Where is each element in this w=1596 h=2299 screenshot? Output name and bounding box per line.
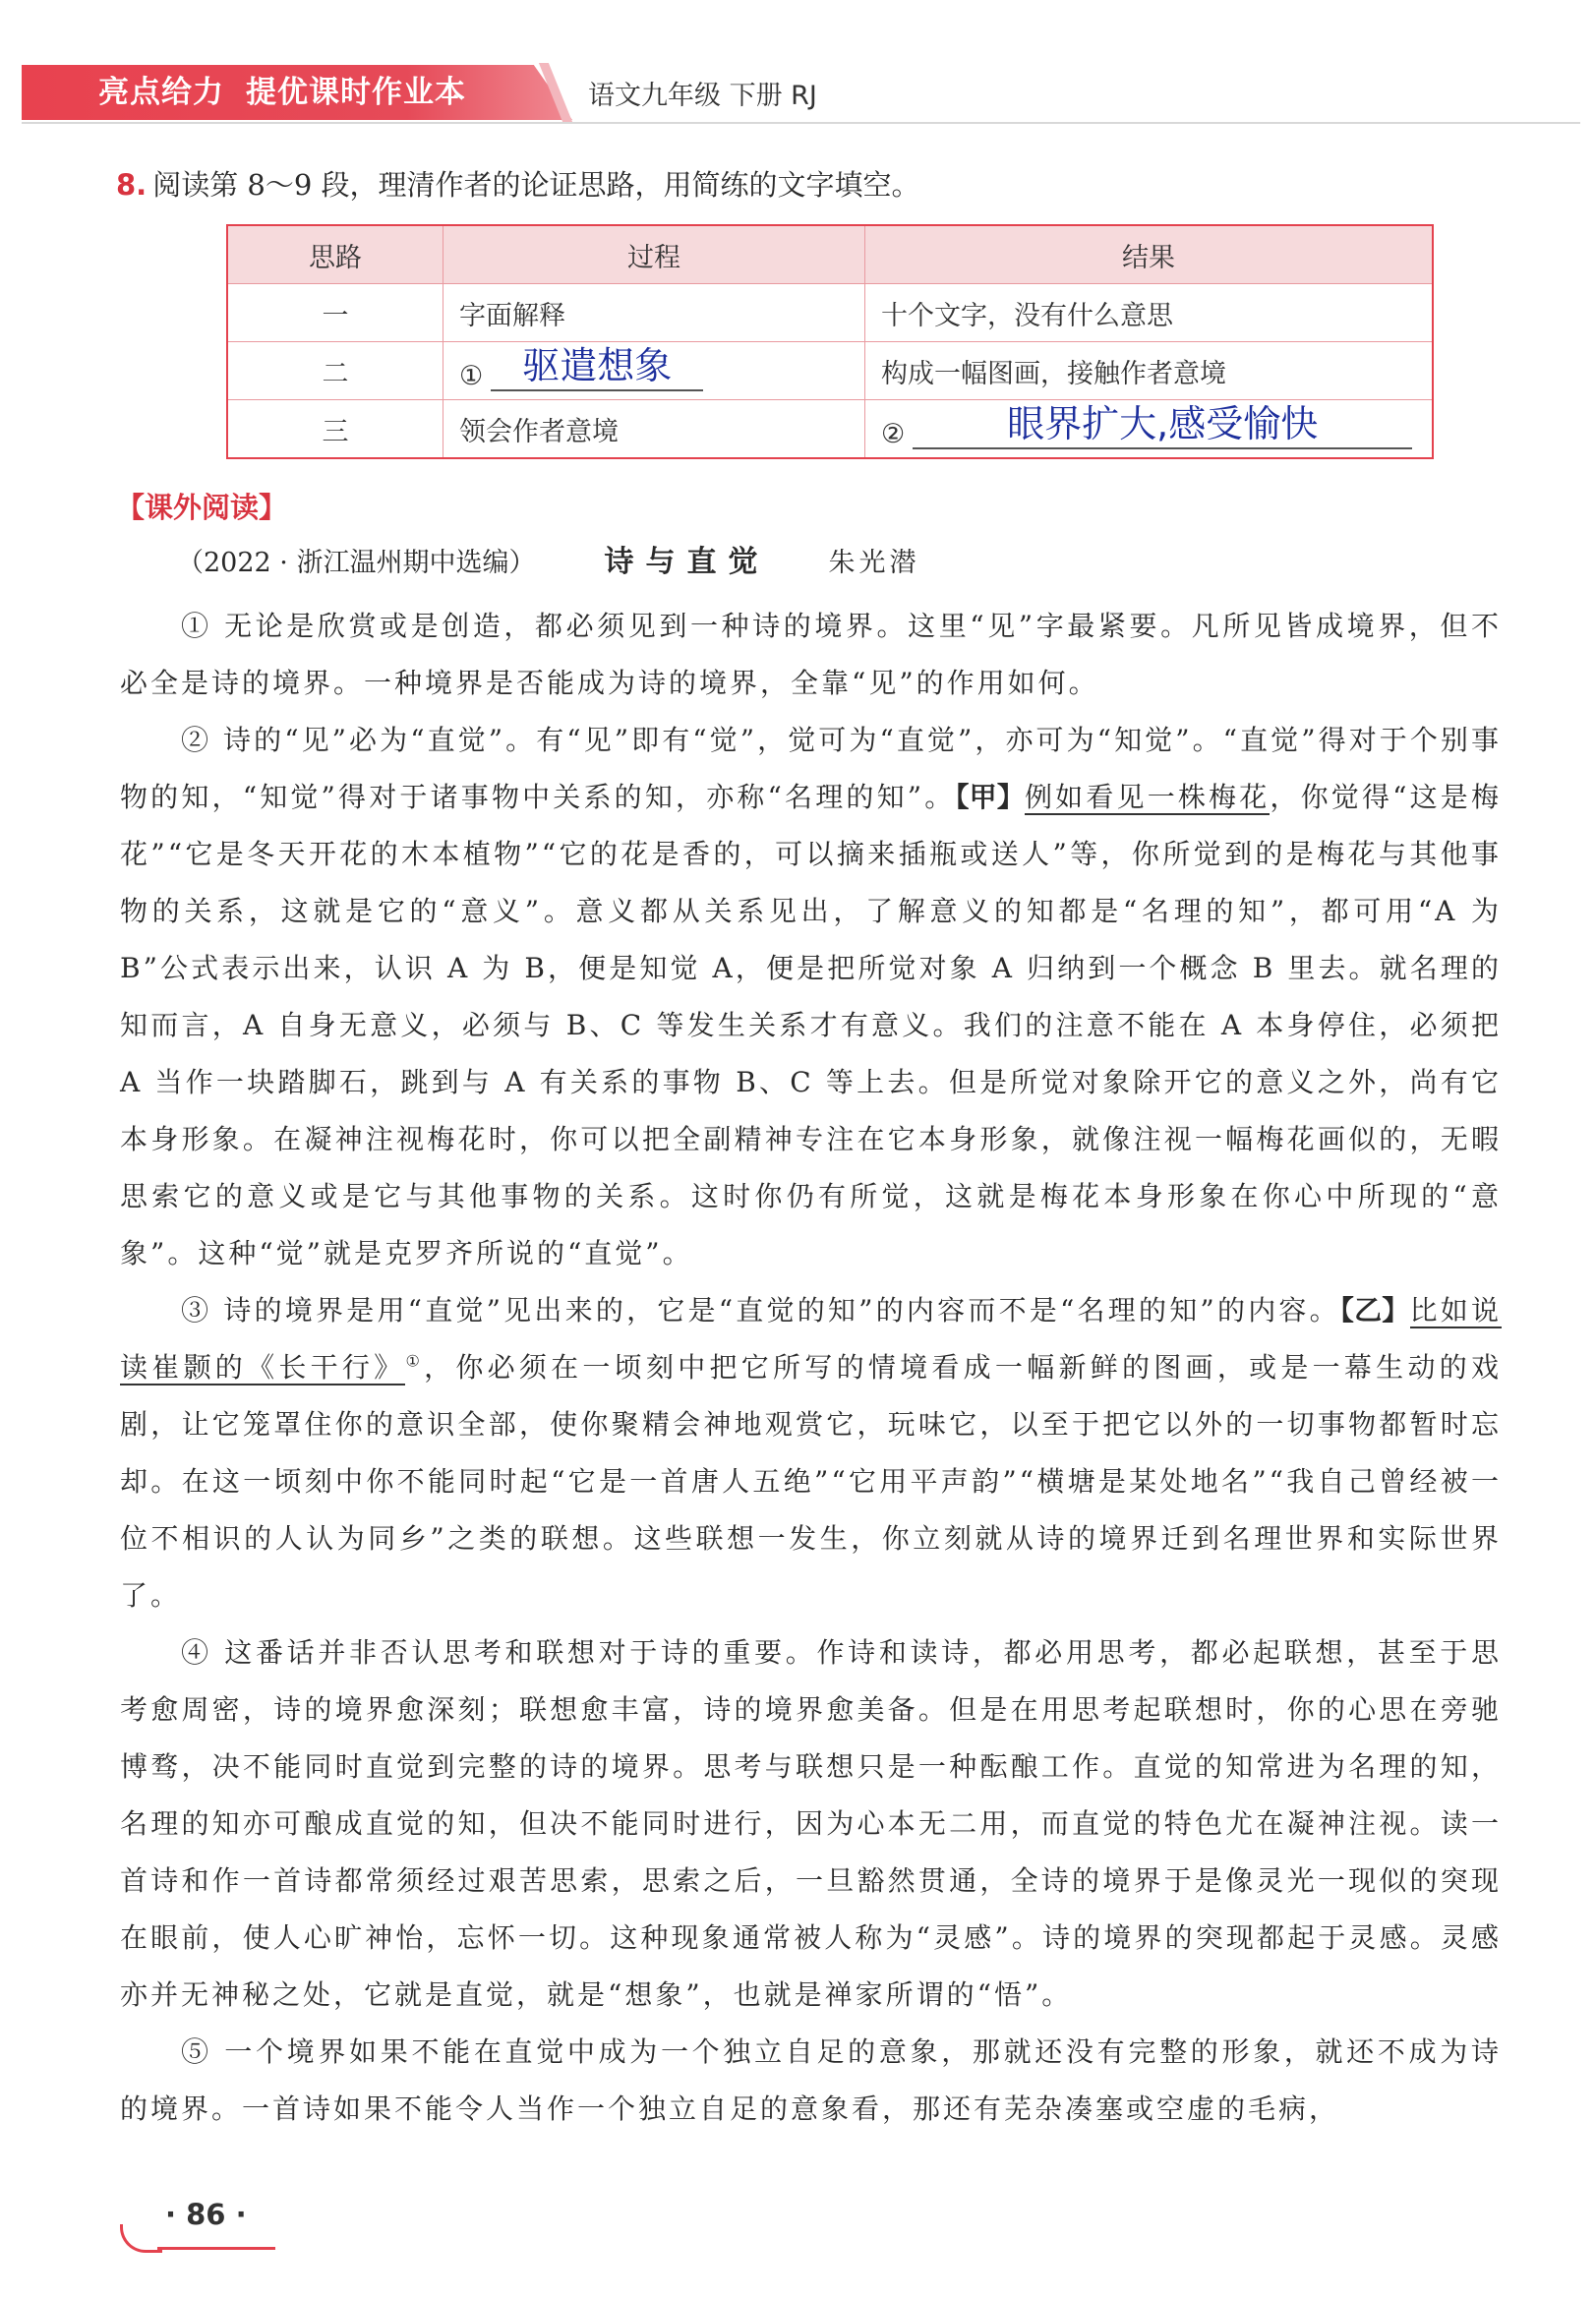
table-row [227, 284, 1433, 342]
step-cell: 三 [227, 400, 443, 459]
blank-marker: ② [881, 419, 906, 449]
footnote-marker: ① [405, 1351, 425, 1371]
answer-blank-2[interactable] [913, 402, 1412, 449]
underlined-sentence: 比如说读崔颢的《长干行》 [120, 1294, 1502, 1384]
question-number: 8. [116, 168, 148, 202]
paragraph-text: ② 诗的“见”必为“直觉”。有“见”即有“觉”，觉可为“直觉”，亦可为“知觉”。“直觉”得对于个别事物的知，“知觉”得对于诸事物中关系的知，亦称“名理的知”。 [120, 724, 1502, 813]
paragraph-4: ④ 这番话并非否认思考和联想对于诗的重要。作诗和读诗，都必用思考，都必起联想，甚至于思考愈周密，诗的境界愈深刻；联想愈丰富，诗的境界愈美备。但是在用思考起联想时，你的心思在旁驰博骛，决不能同时直觉到完整的诗的境界。思考与联想只是一种酝酿工作。直觉的知常进为名理的知，名理的知亦可酿成直觉的知，但决不能同时进行，因为心本无二用，而直觉的特色尤在凝神注视。读一首诗和作一首诗都常须经过艰苦思索，思索之后，一旦豁然贯通，全诗的境界于是像灵光一现似的突现在眼前，使人心旷神怡，忘怀一切。这种现象通常被人称为“灵感”。诗的境界的突现都起于灵感。灵感亦并无神秘之处，它就是直觉，就是“想象”，也就是禅家所谓的“悟”。 [120, 1636, 1502, 2011]
brand-name: 亮点给力 [98, 75, 224, 110]
article-title: 诗与直觉 [604, 545, 770, 579]
question-prompt: 阅读第 8～9 段，理清作者的论证思路，用简练的文字填空。 [152, 168, 920, 202]
handwritten-answer: 驱遣想象 [522, 344, 673, 387]
question-8 [116, 165, 920, 205]
header-brand [98, 73, 466, 112]
reasoning-table [226, 224, 1434, 459]
table-row [227, 342, 1433, 400]
answer-blank-1[interactable] [491, 344, 703, 391]
paragraph-text: ，你必须在一顷刻中把它所写的情境看成一幅新鲜的图画，或是一幕生动的戏剧，让它笼罩住你的意识全部，使你聚精会神地观赏它，玩味它，以至于把它以外的一切事物都暂时忘却。在这一顷刻中你不能同时起“它是一首唐人五绝”“它用平声韵”“横塘是某处地名”“我自己曾经被一位不相识的人认为同乡”之类的联想。这些联想一发生，你立刻就从诗的境界迁到名理世界和实际世界了。 [120, 1351, 1502, 1612]
section-tag: 【课外阅读】 [116, 491, 288, 524]
paragraph-3 [120, 1282, 1502, 1624]
process-cell: 字面解释 [443, 284, 865, 342]
header-result: 结果 [865, 225, 1434, 284]
process-cell [443, 342, 865, 400]
footer-curve [120, 2224, 162, 2253]
footer-line [157, 2247, 275, 2250]
paragraph-5: ⑤ 一个境界如果不能在直觉中成为一个独立自足的意象，那就还没有完整的形象，就还不成为诗的境界。一首诗如果不能令人当作一个独立自足的意象看，那还有芜杂凑塞或空虚的毛病， [120, 2035, 1502, 2125]
blank-marker: ① [459, 361, 484, 391]
marker-yi: 【乙】 [1339, 1294, 1410, 1326]
article-author: 朱光潜 [828, 548, 920, 578]
article-source: （2022 · 浙江温州期中选编） [177, 548, 536, 578]
underlined-sentence: 例如看见一株梅花 [1024, 781, 1271, 813]
step-cell: 一 [227, 284, 443, 342]
header-divider [22, 122, 1580, 124]
handwritten-answer: 眼界扩大,感受愉快 [1007, 402, 1319, 445]
result-cell: 十个文字，没有什么意思 [865, 284, 1434, 342]
table-row [227, 400, 1433, 459]
page-number: · 86 · [165, 2198, 247, 2231]
marker-jia: 【甲】 [955, 781, 1025, 813]
result-cell: 构成一幅图画，接触作者意境 [865, 342, 1434, 400]
article-source-line [177, 543, 919, 583]
article-body [120, 598, 1502, 2138]
process-cell: 领会作者意境 [443, 400, 865, 459]
table-header-row [227, 225, 1433, 284]
paragraph-text: ③ 诗的境界是用“直觉”见出来的，它是“直觉的知”的内容而不是“名理的知”的内容。 [181, 1294, 1340, 1326]
step-cell: 二 [227, 342, 443, 400]
paragraph-text: ，你觉得“这是梅花”“它是冬天开花的木本植物”“它的花是香的，可以摘来插瓶或送人”等，你所觉到的是梅花与其他事物的关系，这就是它的“意义”。意义都从关系见出，了解意义的知都是“名理的知”，都可用“A 为 B”公式表示出来，认识 A 为 B，便是知觉 A，便是把所觉对象 A 归纳到一个概念 B 里去。就名理的知而言，A 自身无意义，必须与 B、C 等发生关系才有意义。我们的注意不能在 A 本身停住，必须把 A 当作一块踏脚石，跳到与 A 有关系的事物 B、C 等上去。但是所觉对象除开它的意义之外，尚有它本身形象。在凝神注视梅花时，你可以把全副精神专注在它本身形象，就像注视一幅梅花画似的，无暇思索它的意义或是它与其他事物的关系。这时你仍有所觉，这就是梅花本身形象在你心中所现的“意象”。这种“觉”就是克罗齐所说的“直觉”。 [120, 781, 1502, 1269]
result-cell [865, 400, 1434, 459]
product-name: 提优课时作业本 [246, 75, 466, 110]
header-process: 过程 [443, 225, 865, 284]
header-step: 思路 [227, 225, 443, 284]
paragraph-1: ① 无论是欣赏或是创造，都必须见到一种诗的境界。这里“见”字最紧要。凡所见皆成境界，但不必全是诗的境界。一种境界是否能成为诗的境界，全靠“见”的作用如何。 [120, 610, 1502, 699]
paragraph-2 [120, 712, 1502, 1282]
subject-label: 语文九年级 下册 RJ [588, 81, 817, 111]
